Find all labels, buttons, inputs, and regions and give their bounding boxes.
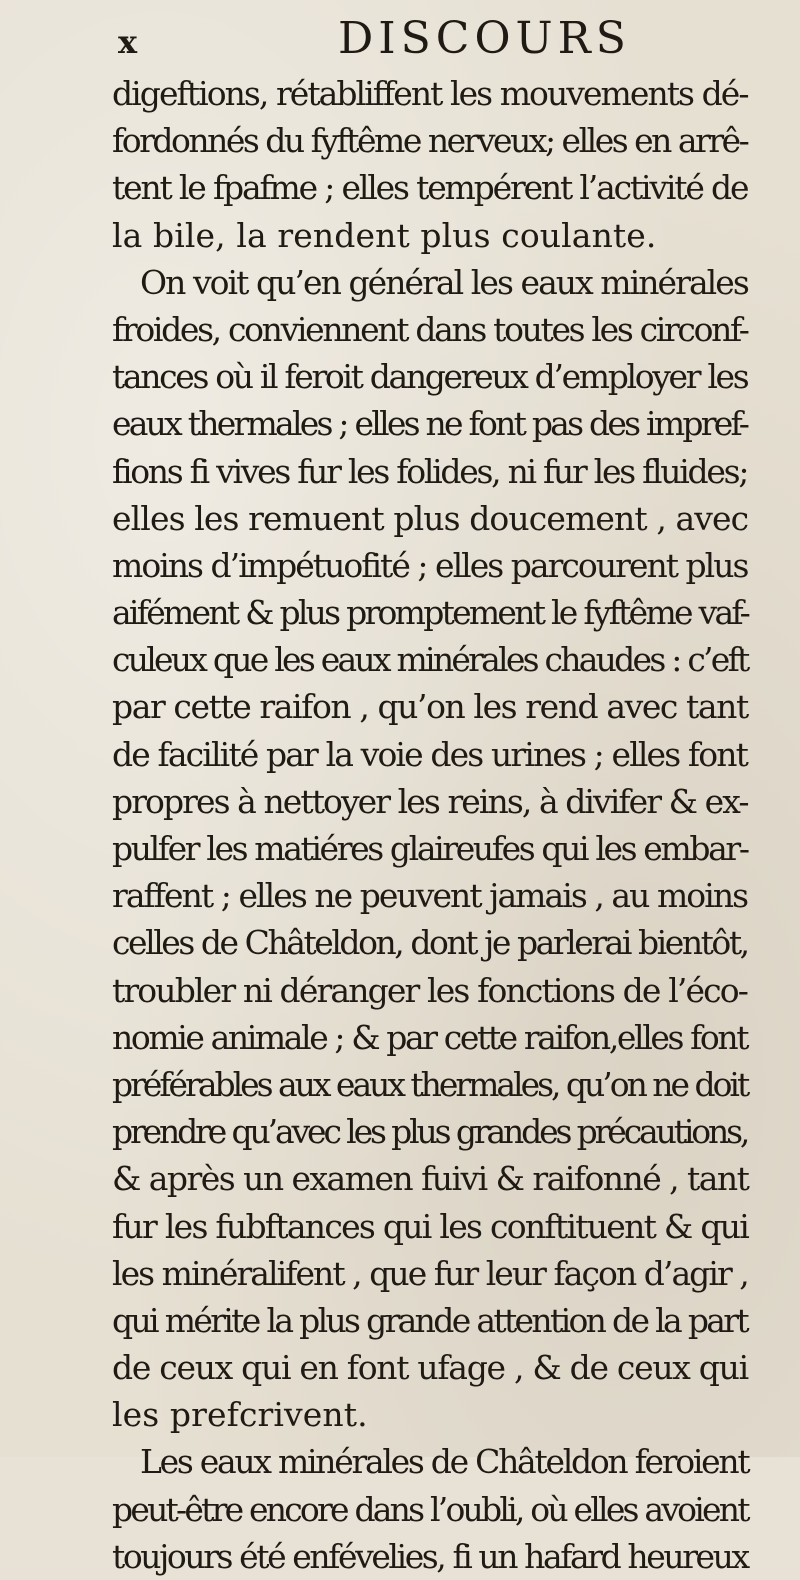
text-line: tent le fpafme ; elles tempérent l’activité de bbox=[112, 168, 748, 208]
text-line: Les eaux minérales de Châteldon feroient bbox=[140, 1442, 749, 1482]
text-line: On voit qu’en général les eaux minérales bbox=[140, 262, 748, 302]
text-line: par cette raifon , qu’on les rend avec tant bbox=[112, 687, 748, 727]
text-line: propres à nettoyer les reins, à divifer & ex- bbox=[112, 781, 748, 821]
text-line: & après un examen fuivi & raifonné , tant bbox=[112, 1159, 749, 1199]
text-line: troubler ni déranger les fonctions de l’éco- bbox=[112, 970, 748, 1010]
text-line: eaux thermales ; elles ne font pas des impref- bbox=[112, 404, 748, 444]
text-line: nomie animale ; & par cette raifon,elles font bbox=[112, 1017, 748, 1057]
running-title: DISCOURS bbox=[338, 13, 631, 64]
text-line: fions fi vives fur les folides, ni fur les fluides; bbox=[112, 451, 748, 491]
text-line: peut-être encore dans l’oubli, où elles avoient bbox=[112, 1489, 748, 1529]
paragraph-3 bbox=[112, 1438, 752, 1580]
text-line: raffent ; elles ne peuvent jamais , au moins bbox=[112, 876, 748, 916]
text-line: préférables aux eaux thermales, qu’on ne doit bbox=[112, 1064, 748, 1104]
paragraph-1 bbox=[112, 70, 752, 259]
text-line: de ceux qui en font ufage , & de ceux qui bbox=[112, 1348, 748, 1388]
text-line: moins d’impétuofité ; elles parcourent plus bbox=[112, 545, 748, 585]
text-line: fordonnés du fyftême nerveux; elles en arrê- bbox=[112, 121, 748, 161]
text-line: les minéralifent , que fur leur façon d’agir , bbox=[112, 1253, 748, 1293]
text-line: fur les fubftances qui les conftituent & qui bbox=[112, 1206, 749, 1246]
text-line: qui mérite la plus grande attention de la part bbox=[112, 1300, 747, 1340]
text-line: de facilité par la voie des urines ; elles font bbox=[112, 734, 748, 774]
page-header bbox=[118, 14, 718, 64]
text-line: digeftions, rétabliffent les mouvements dé- bbox=[112, 74, 748, 113]
text-line: culeux que les eaux minérales chaudes : c’eft bbox=[112, 640, 748, 680]
text-line: celles de Châteldon, dont je parlerai bientôt, bbox=[112, 923, 748, 963]
body-text bbox=[112, 70, 752, 1580]
text-line: les prefcrivent. bbox=[112, 1395, 368, 1435]
paragraph-2 bbox=[112, 259, 752, 1439]
text-line: froides, conviennent dans toutes les circonf- bbox=[112, 309, 748, 349]
text-line: aifément & plus promptement le fyftême vaf- bbox=[112, 593, 749, 633]
text-line: tances où il feroit dangereux d’employer les bbox=[112, 357, 748, 397]
page-number: x bbox=[118, 23, 138, 61]
text-line: la bile, la rendent plus coulante. bbox=[112, 215, 657, 255]
text-line: toujours été enfévelies, fi un hafard heureux bbox=[112, 1536, 748, 1576]
text-line: elles les remuent plus doucement , avec bbox=[112, 498, 749, 538]
text-line: pulfer les matiéres glaireufes qui les embar- bbox=[112, 829, 748, 868]
text-line: prendre qu’avec les plus grandes précautions, bbox=[112, 1112, 748, 1152]
